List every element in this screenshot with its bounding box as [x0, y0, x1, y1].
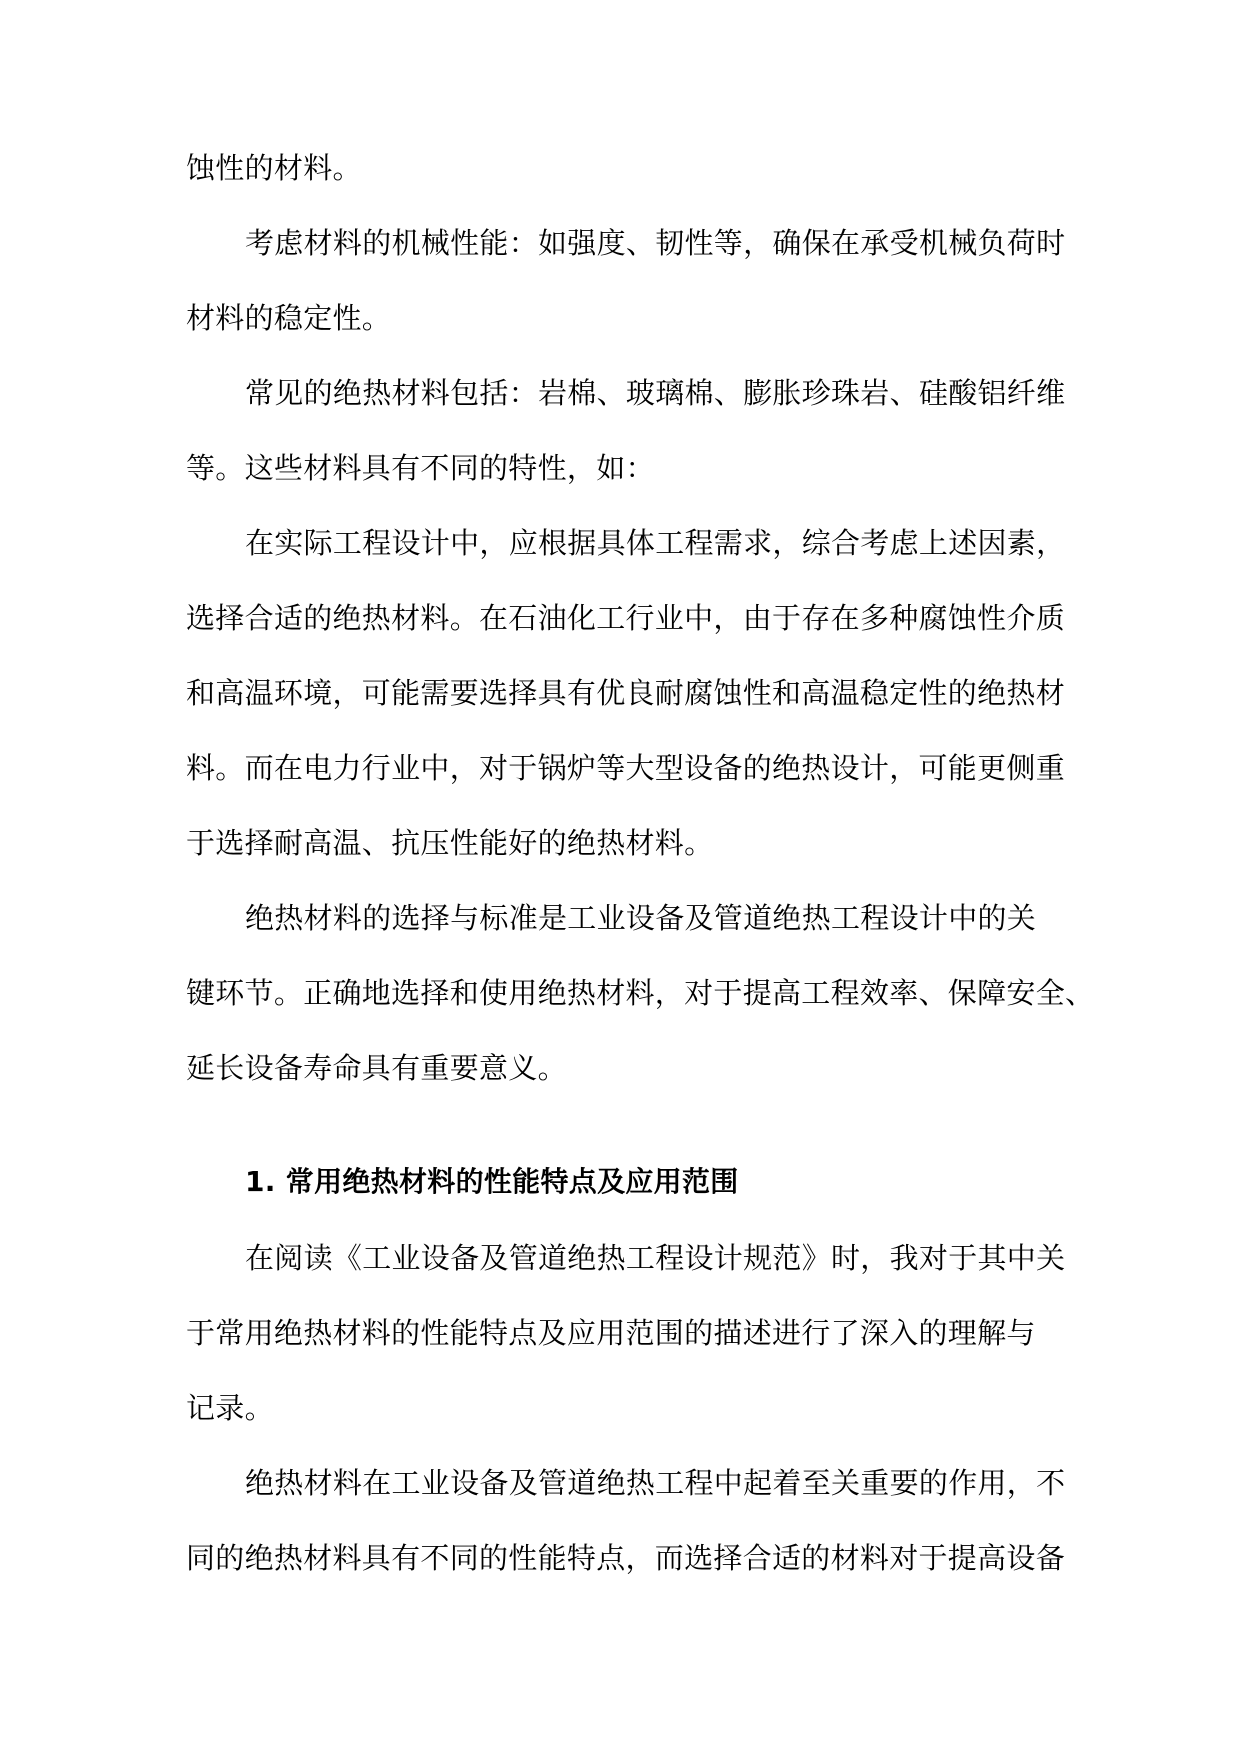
- paragraph-line: 延长设备寿命具有重要意义。: [186, 1051, 567, 1085]
- paragraph-line: 绝热材料在工业设备及管道绝热工程中起着至关重要的作用，不: [245, 1466, 1066, 1500]
- paragraph-line: 绝热材料的选择与标准是工业设备及管道绝热工程设计中的关: [245, 901, 1037, 935]
- paragraph-line: 蚀性的材料。: [186, 151, 362, 185]
- paragraph-line: 同的绝热材料具有不同的性能特点，而选择合适的材料对于提高设备: [186, 1541, 1066, 1575]
- paragraph-line: 在阅读《工业设备及管道绝热工程设计规范》时，我对于其中关: [245, 1241, 1066, 1275]
- section-heading: 1. 常用绝热材料的性能特点及应用范围: [245, 1165, 739, 1198]
- paragraph-line: 常见的绝热材料包括：岩棉、玻璃棉、膨胀珍珠岩、硅酸铝纤维: [245, 376, 1066, 410]
- paragraph-line: 选择合适的绝热材料。在石油化工行业中，由于存在多种腐蚀性介质: [186, 601, 1066, 635]
- paragraph-line: 材料的稳定性。: [186, 301, 392, 335]
- paragraph-line: 键环节。正确地选择和使用绝热材料，对于提高工程效率、保障安全、: [186, 976, 1095, 1010]
- paragraph-line: 料。而在电力行业中，对于锅炉等大型设备的绝热设计，可能更侧重: [186, 751, 1066, 785]
- paragraph-line: 于常用绝热材料的性能特点及应用范围的描述进行了深入的理解与: [186, 1316, 1036, 1350]
- paragraph-line: 考虑材料的机械性能：如强度、韧性等，确保在承受机械负荷时: [245, 226, 1066, 260]
- paragraph-line: 于选择耐高温、抗压性能好的绝热材料。: [186, 826, 714, 860]
- paragraph-line: 和高温环境，可能需要选择具有优良耐腐蚀性和高温稳定性的绝热材: [186, 676, 1066, 710]
- paragraph-line: 记录。: [186, 1391, 274, 1425]
- paragraph-line: 等。这些材料具有不同的特性，如：: [186, 451, 655, 485]
- paragraph-line: 在实际工程设计中，应根据具体工程需求，综合考虑上述因素，: [245, 526, 1066, 560]
